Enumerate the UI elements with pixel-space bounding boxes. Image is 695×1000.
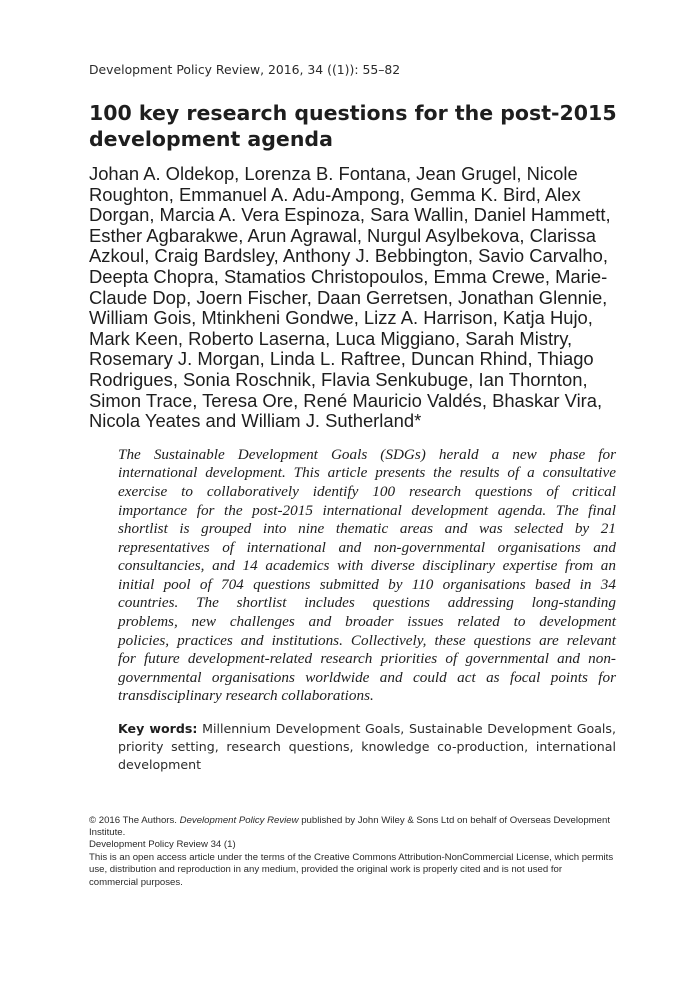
- author-line: Johan A. Oldekop, Lorenza B. Fontana, Jean Grugel, Nicole: [89, 163, 578, 184]
- abstract: [118, 446, 616, 706]
- author-line: Roughton, Emmanuel A. Adu-Ampong, Gemma K. Bird, Alex: [89, 183, 581, 205]
- copyright-prefix: © 2016 The Authors.: [89, 814, 177, 826]
- abstract-line: policies, practices and institutions. Collectively, these questions are relevant: [118, 631, 616, 649]
- copyright-suffix: published by John Wiley & Sons Ltd on behalf of Overseas Development: [301, 814, 610, 826]
- keywords-text: Millennium Development Goals, Sustainable Development Goals,: [202, 721, 616, 737]
- title-line: development agenda: [89, 127, 333, 151]
- abstract-line: governmental organisations worldwide and could act as focal points for: [118, 668, 616, 686]
- author-line: Nicola Yeates and William J. Sutherland*: [89, 410, 422, 432]
- keywords-label: Key words:: [118, 721, 198, 737]
- copyright-line-2: Institute.: [89, 827, 126, 839]
- abstract-line: for future development-related research priorities of governmental and non-: [118, 650, 616, 668]
- title-line: 100 key research questions for the post-2015: [89, 101, 617, 125]
- author-line: Rodrigues, Sonia Roschnik, Flavia Senkubuge, Ian Thornton,: [89, 368, 588, 390]
- abstract-line: exercise to collaboratively identify 100 research questions of critical: [118, 482, 616, 500]
- copyright-footer: [89, 815, 649, 889]
- abstract-line: transdisciplinary research collaborations.: [118, 687, 374, 705]
- author-line: Claude Dop, Joern Fischer, Daan Gerretsen, Jonathan Glennie,: [89, 286, 608, 308]
- abstract-line: consultancies, and 14 academics with diverse disciplinary expertise from an: [118, 557, 616, 575]
- abstract-line: countries. The shortlist includes questions addressing long-standing: [118, 594, 616, 612]
- journal-name: Development Policy Review: [179, 814, 299, 826]
- author-line: Esther Agbarakwe, Arun Agrawal, Nurgul Asylbekova, Clarissa: [89, 224, 597, 246]
- article-title: [89, 100, 629, 152]
- author-line: Mark Keen, Roberto Laserna, Luca Miggiano, Sarah Mistry,: [89, 327, 573, 349]
- copyright-line: [89, 815, 649, 827]
- author-line: Dorgan, Marcia A. Vera Espinoza, Sara Wallin, Daniel Hammett,: [89, 204, 611, 226]
- keywords-line: development: [118, 757, 202, 773]
- abstract-line: shortlist is grouped into nine thematic areas and was selected by 21: [118, 520, 616, 538]
- license-line: use, distribution and reproduction in any medium, provided the original work is properly cited and is not used for: [89, 864, 563, 876]
- author-line: Azkoul, Craig Bardsley, Anthony J. Bebbington, Savio Carvalho,: [89, 245, 608, 267]
- author-line: Simon Trace, Teresa Ore, René Mauricio Valdés, Bhaskar Vira,: [89, 389, 603, 411]
- keywords-block: [118, 720, 616, 775]
- author-line: William Gois, Mtinkheni Gondwe, Lizz A. Harrison, Katja Hujo,: [89, 307, 593, 329]
- abstract-line: The Sustainable Development Goals (SDGs) herald a new phase for: [118, 445, 616, 463]
- keywords-line: [118, 720, 616, 738]
- issue-line: Development Policy Review 34 (1): [89, 839, 236, 851]
- abstract-line: problems, new challenges and broader issues related to development: [118, 613, 616, 631]
- abstract-line: importance for the post-2015 international development agenda. The final: [118, 501, 616, 519]
- author-line: Deepta Chopra, Stamatios Christopoulos, Emma Crewe, Marie-: [89, 265, 608, 287]
- license-line: commercial purposes.: [89, 876, 183, 888]
- abstract-line: initial pool of 704 questions submitted by 110 organisations based in 34: [118, 575, 616, 593]
- license-line: This is an open access article under the terms of the Creative Commons Attribution-NonCommercial License, which permits: [89, 851, 614, 863]
- journal-citation: Development Policy Review, 2016, 34 ((1)): 55–82: [89, 62, 401, 77]
- author-line: Rosemary J. Morgan, Linda L. Raftree, Duncan Rhind, Thiago: [89, 348, 594, 370]
- abstract-line: international development. This article presents the results of a consultative: [118, 464, 616, 482]
- abstract-line: representatives of international and non-governmental organisations and: [118, 538, 616, 556]
- author-list: [89, 164, 629, 432]
- keywords-line: priority setting, research questions, knowledge co-production, international: [118, 739, 616, 755]
